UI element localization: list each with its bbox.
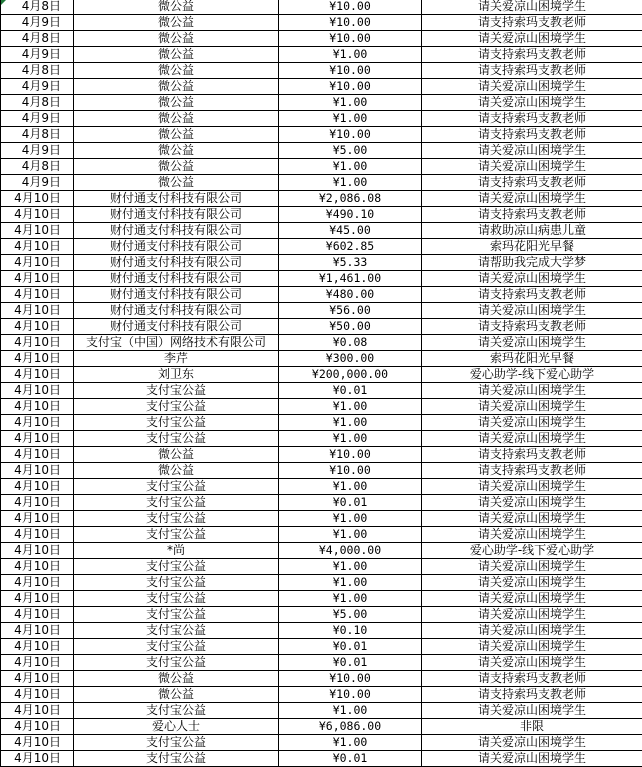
donor-cell[interactable]: 微公益 <box>74 143 279 159</box>
donor-cell[interactable]: 微公益 <box>74 31 279 47</box>
table-row <box>1 735 642 751</box>
amount-cell[interactable]: ¥2,086.08 <box>279 191 422 207</box>
donor-cell[interactable]: 微公益 <box>74 0 279 15</box>
date-cell[interactable]: 4月8日 <box>1 127 74 143</box>
date-cell[interactable]: 4月10日 <box>1 399 74 415</box>
table-row <box>1 255 642 271</box>
amount-cell[interactable]: ¥10.00 <box>279 463 422 479</box>
project-cell[interactable]: 请关爱凉山困境学生 <box>422 79 642 95</box>
table-row <box>1 623 642 639</box>
date-cell[interactable]: 4月9日 <box>1 79 74 95</box>
project-cell[interactable]: 请帮助我完成大学梦 <box>422 255 642 271</box>
amount-cell[interactable]: ¥1.00 <box>279 479 422 495</box>
project-cell[interactable]: 请关爱凉山困境学生 <box>422 703 642 719</box>
project-cell[interactable]: 请关爱凉山困境学生 <box>422 143 642 159</box>
table-row <box>1 223 642 239</box>
project-cell[interactable]: 请关爱凉山困境学生 <box>422 415 642 431</box>
table-row <box>1 159 642 175</box>
donor-cell[interactable]: 支付宝公益 <box>74 703 279 719</box>
table-row <box>1 639 642 655</box>
project-cell[interactable]: 请支持索玛支教老师 <box>422 127 642 143</box>
project-cell[interactable]: 请关爱凉山困境学生 <box>422 559 642 575</box>
date-cell[interactable]: 4月10日 <box>1 207 74 223</box>
project-cell[interactable]: 请关爱凉山困境学生 <box>422 271 642 287</box>
donation-table-body <box>1 0 642 767</box>
project-cell[interactable]: 请关爱凉山困境学生 <box>422 495 642 511</box>
amount-cell[interactable]: ¥10.00 <box>279 447 422 463</box>
table-row <box>1 239 642 255</box>
project-cell[interactable]: 请支持索玛支教老师 <box>422 63 642 79</box>
donor-cell[interactable]: 支付宝公益 <box>74 479 279 495</box>
amount-cell[interactable]: ¥56.00 <box>279 303 422 319</box>
date-cell[interactable]: 4月10日 <box>1 223 74 239</box>
project-cell[interactable]: 请支持索玛支教老师 <box>422 287 642 303</box>
amount-cell[interactable]: ¥10.00 <box>279 79 422 95</box>
donor-cell[interactable]: 支付宝公益 <box>74 527 279 543</box>
date-cell[interactable]: 4月9日 <box>1 143 74 159</box>
table-row <box>1 31 642 47</box>
donor-cell[interactable]: 支付宝公益 <box>74 607 279 623</box>
table-row <box>1 479 642 495</box>
amount-cell[interactable]: ¥1.00 <box>279 95 422 111</box>
amount-cell[interactable]: ¥1.00 <box>279 511 422 527</box>
donor-cell[interactable]: 微公益 <box>74 63 279 79</box>
donor-cell[interactable]: 微公益 <box>74 95 279 111</box>
donor-cell[interactable]: 李芹 <box>74 351 279 367</box>
amount-cell[interactable]: ¥10.00 <box>279 31 422 47</box>
table-row <box>1 575 642 591</box>
table-row <box>1 95 642 111</box>
project-cell[interactable]: 请救助凉山病患儿童 <box>422 223 642 239</box>
table-row <box>1 655 642 671</box>
date-cell[interactable]: 4月10日 <box>1 511 74 527</box>
amount-cell[interactable]: ¥0.01 <box>279 751 422 767</box>
amount-cell[interactable]: ¥10.00 <box>279 127 422 143</box>
table-row <box>1 415 642 431</box>
table-row <box>1 143 642 159</box>
amount-cell[interactable]: ¥10.00 <box>279 15 422 31</box>
amount-cell[interactable]: ¥1.00 <box>279 735 422 751</box>
donor-cell[interactable]: 支付宝公益 <box>74 655 279 671</box>
table-row <box>1 431 642 447</box>
amount-cell[interactable]: ¥1.00 <box>279 591 422 607</box>
donor-cell[interactable]: 支付宝公益 <box>74 383 279 399</box>
date-cell[interactable]: 4月9日 <box>1 47 74 63</box>
table-row <box>1 15 642 31</box>
project-cell[interactable]: 请关爱凉山困境学生 <box>422 607 642 623</box>
date-cell[interactable]: 4月10日 <box>1 751 74 767</box>
table-row <box>1 543 642 559</box>
amount-cell[interactable]: ¥1.00 <box>279 159 422 175</box>
table-row <box>1 191 642 207</box>
date-cell[interactable]: 4月10日 <box>1 495 74 511</box>
amount-cell[interactable]: ¥1.00 <box>279 575 422 591</box>
amount-cell[interactable]: ¥200,000.00 <box>279 367 422 383</box>
donor-cell[interactable]: 财付通支付科技有限公司 <box>74 239 279 255</box>
table-row <box>1 175 642 191</box>
donor-cell[interactable]: 微公益 <box>74 671 279 687</box>
amount-cell[interactable]: ¥4,000.00 <box>279 543 422 559</box>
donor-cell[interactable]: 财付通支付科技有限公司 <box>74 255 279 271</box>
donor-cell[interactable]: 支付宝公益 <box>74 575 279 591</box>
donor-cell[interactable]: 支付宝公益 <box>74 431 279 447</box>
date-cell[interactable]: 4月10日 <box>1 383 74 399</box>
amount-cell[interactable]: ¥0.01 <box>279 639 422 655</box>
date-cell[interactable]: 4月10日 <box>1 415 74 431</box>
amount-cell[interactable]: ¥480.00 <box>279 287 422 303</box>
project-cell[interactable]: 请关爱凉山困境学生 <box>422 527 642 543</box>
table-row <box>1 511 642 527</box>
donor-cell[interactable]: 微公益 <box>74 687 279 703</box>
amount-cell[interactable]: ¥1.00 <box>279 415 422 431</box>
donor-cell[interactable]: 微公益 <box>74 159 279 175</box>
project-cell[interactable]: 请支持索玛支教老师 <box>422 111 642 127</box>
donor-cell[interactable]: 支付宝公益 <box>74 559 279 575</box>
project-cell[interactable]: 请关爱凉山困境学生 <box>422 431 642 447</box>
date-cell[interactable]: 4月8日 <box>1 95 74 111</box>
table-row <box>1 703 642 719</box>
date-cell[interactable]: 4月10日 <box>1 703 74 719</box>
date-cell[interactable]: 4月10日 <box>1 543 74 559</box>
table-row <box>1 463 642 479</box>
amount-cell[interactable]: ¥602.85 <box>279 239 422 255</box>
table-row <box>1 399 642 415</box>
donor-cell[interactable]: 财付通支付科技有限公司 <box>74 191 279 207</box>
project-cell[interactable]: 请支持索玛支教老师 <box>422 671 642 687</box>
date-cell[interactable]: 4月10日 <box>1 687 74 703</box>
project-cell[interactable]: 请关爱凉山困境学生 <box>422 511 642 527</box>
table-row <box>1 719 642 735</box>
amount-cell[interactable]: ¥5.00 <box>279 143 422 159</box>
date-cell[interactable]: 4月10日 <box>1 463 74 479</box>
date-cell[interactable]: 4月10日 <box>1 191 74 207</box>
amount-cell[interactable]: ¥50.00 <box>279 319 422 335</box>
project-cell[interactable]: 请支持索玛支教老师 <box>422 447 642 463</box>
table-row <box>1 751 642 767</box>
amount-cell[interactable]: ¥1.00 <box>279 47 422 63</box>
amount-cell[interactable]: ¥45.00 <box>279 223 422 239</box>
date-cell[interactable]: 4月10日 <box>1 447 74 463</box>
project-cell[interactable]: 请关爱凉山困境学生 <box>422 399 642 415</box>
project-cell[interactable]: 请关爱凉山困境学生 <box>422 31 642 47</box>
date-cell[interactable]: 4月9日 <box>1 175 74 191</box>
donor-cell[interactable]: 微公益 <box>74 447 279 463</box>
donor-cell[interactable]: 微公益 <box>74 127 279 143</box>
date-cell[interactable]: 4月9日 <box>1 111 74 127</box>
date-cell[interactable]: 4月8日 <box>1 0 74 15</box>
amount-cell[interactable]: ¥0.08 <box>279 335 422 351</box>
donor-cell[interactable]: 财付通支付科技有限公司 <box>74 271 279 287</box>
table-row <box>1 383 642 399</box>
date-cell[interactable]: 4月8日 <box>1 63 74 79</box>
amount-cell[interactable]: ¥1,461.00 <box>279 271 422 287</box>
table-row <box>1 127 642 143</box>
project-cell[interactable]: 请关爱凉山困境学生 <box>422 735 642 751</box>
table-row <box>1 111 642 127</box>
project-cell[interactable]: 请关爱凉山困境学生 <box>422 383 642 399</box>
project-cell[interactable]: 非限 <box>422 719 642 735</box>
date-cell[interactable]: 4月10日 <box>1 335 74 351</box>
donor-cell[interactable]: 微公益 <box>74 175 279 191</box>
table-row <box>1 319 642 335</box>
amount-cell[interactable]: ¥0.10 <box>279 623 422 639</box>
table-row <box>1 447 642 463</box>
amount-cell[interactable]: ¥10.00 <box>279 671 422 687</box>
project-cell[interactable]: 请关爱凉山困境学生 <box>422 591 642 607</box>
table-row <box>1 607 642 623</box>
table-row <box>1 687 642 703</box>
date-cell[interactable]: 4月10日 <box>1 655 74 671</box>
amount-cell[interactable]: ¥0.01 <box>279 495 422 511</box>
project-cell[interactable]: 索玛花阳光早餐 <box>422 351 642 367</box>
amount-cell[interactable]: ¥10.00 <box>279 63 422 79</box>
table-row <box>1 351 642 367</box>
project-cell[interactable]: 请关爱凉山困境学生 <box>422 191 642 207</box>
project-cell[interactable]: 爱心助学-线下爱心助学 <box>422 367 642 383</box>
project-cell[interactable]: 请关爱凉山困境学生 <box>422 479 642 495</box>
date-cell[interactable]: 4月10日 <box>1 527 74 543</box>
table-row <box>1 367 642 383</box>
date-cell[interactable]: 4月10日 <box>1 607 74 623</box>
donor-cell[interactable]: 支付宝公益 <box>74 399 279 415</box>
date-cell[interactable]: 4月10日 <box>1 367 74 383</box>
date-cell[interactable]: 4月10日 <box>1 271 74 287</box>
date-cell[interactable]: 4月10日 <box>1 303 74 319</box>
donor-cell[interactable]: 支付宝公益 <box>74 591 279 607</box>
amount-cell[interactable]: ¥5.33 <box>279 255 422 271</box>
table-row <box>1 47 642 63</box>
amount-cell[interactable]: ¥5.00 <box>279 607 422 623</box>
date-cell[interactable]: 4月10日 <box>1 639 74 655</box>
amount-cell[interactable]: ¥1.00 <box>279 399 422 415</box>
date-cell[interactable]: 4月10日 <box>1 239 74 255</box>
donor-cell[interactable]: 微公益 <box>74 111 279 127</box>
project-cell[interactable]: 请支持索玛支教老师 <box>422 15 642 31</box>
donor-cell[interactable]: *尚 <box>74 543 279 559</box>
amount-cell[interactable]: ¥1.00 <box>279 559 422 575</box>
amount-cell[interactable]: ¥10.00 <box>279 0 422 15</box>
project-cell[interactable]: 请关爱凉山困境学生 <box>422 159 642 175</box>
table-row <box>1 591 642 607</box>
project-cell[interactable]: 索玛花阳光早餐 <box>422 239 642 255</box>
date-cell[interactable]: 4月10日 <box>1 735 74 751</box>
project-cell[interactable]: 请关爱凉山困境学生 <box>422 0 642 15</box>
donor-cell[interactable]: 刘卫东 <box>74 367 279 383</box>
date-cell[interactable]: 4月10日 <box>1 431 74 447</box>
amount-cell[interactable]: ¥1.00 <box>279 431 422 447</box>
donor-cell[interactable]: 财付通支付科技有限公司 <box>74 319 279 335</box>
project-cell[interactable]: 请关爱凉山困境学生 <box>422 95 642 111</box>
table-row <box>1 63 642 79</box>
date-cell[interactable]: 4月10日 <box>1 671 74 687</box>
table-row <box>1 207 642 223</box>
donor-cell[interactable]: 财付通支付科技有限公司 <box>74 223 279 239</box>
table-row <box>1 495 642 511</box>
project-cell[interactable]: 请支持索玛支教老师 <box>422 207 642 223</box>
donor-cell[interactable]: 财付通支付科技有限公司 <box>74 287 279 303</box>
amount-cell[interactable]: ¥6,086.00 <box>279 719 422 735</box>
date-cell[interactable]: 4月10日 <box>1 319 74 335</box>
donor-cell[interactable]: 支付宝公益 <box>74 751 279 767</box>
project-cell[interactable]: 请关爱凉山困境学生 <box>422 303 642 319</box>
donor-cell[interactable]: 支付宝公益 <box>74 495 279 511</box>
table-row <box>1 287 642 303</box>
table-row <box>1 559 642 575</box>
table-row <box>1 0 642 15</box>
project-cell[interactable]: 请支持索玛支教老师 <box>422 463 642 479</box>
project-cell[interactable]: 请支持索玛支教老师 <box>422 175 642 191</box>
table-row <box>1 303 642 319</box>
donor-cell[interactable]: 支付宝（中国）网络技术有限公司 <box>74 335 279 351</box>
donor-cell[interactable]: 支付宝公益 <box>74 415 279 431</box>
table-row <box>1 271 642 287</box>
table-row <box>1 527 642 543</box>
project-cell[interactable]: 请关爱凉山困境学生 <box>422 335 642 351</box>
donor-cell[interactable]: 微公益 <box>74 15 279 31</box>
amount-cell[interactable]: ¥0.01 <box>279 655 422 671</box>
donor-cell[interactable]: 爱心人士 <box>74 719 279 735</box>
date-cell[interactable]: 4月10日 <box>1 479 74 495</box>
project-cell[interactable]: 请关爱凉山困境学生 <box>422 655 642 671</box>
project-cell[interactable]: 爱心助学-线下爱心助学 <box>422 543 642 559</box>
donor-cell[interactable]: 微公益 <box>74 79 279 95</box>
amount-cell[interactable]: ¥1.00 <box>279 703 422 719</box>
date-cell[interactable]: 4月10日 <box>1 591 74 607</box>
donor-cell[interactable]: 支付宝公益 <box>74 511 279 527</box>
project-cell[interactable]: 请支持索玛支教老师 <box>422 319 642 335</box>
amount-cell[interactable]: ¥1.00 <box>279 527 422 543</box>
project-cell[interactable]: 请关爱凉山困境学生 <box>422 751 642 767</box>
donor-cell[interactable]: 财付通支付科技有限公司 <box>74 303 279 319</box>
date-cell[interactable]: 4月10日 <box>1 559 74 575</box>
donor-cell[interactable]: 财付通支付科技有限公司 <box>74 207 279 223</box>
date-cell[interactable]: 4月8日 <box>1 159 74 175</box>
amount-cell[interactable]: ¥1.00 <box>279 175 422 191</box>
donor-cell[interactable]: 微公益 <box>74 463 279 479</box>
donor-cell[interactable]: 支付宝公益 <box>74 623 279 639</box>
donor-cell[interactable]: 微公益 <box>74 47 279 63</box>
date-cell[interactable]: 4月10日 <box>1 255 74 271</box>
date-cell[interactable]: 4月10日 <box>1 287 74 303</box>
date-cell[interactable]: 4月8日 <box>1 31 74 47</box>
table-row <box>1 671 642 687</box>
donor-cell[interactable]: 支付宝公益 <box>74 639 279 655</box>
amount-cell[interactable]: ¥490.10 <box>279 207 422 223</box>
project-cell[interactable]: 请关爱凉山困境学生 <box>422 639 642 655</box>
project-cell[interactable]: 请支持索玛支教老师 <box>422 687 642 703</box>
table-row <box>1 79 642 95</box>
amount-cell[interactable]: ¥10.00 <box>279 687 422 703</box>
project-cell[interactable]: 请关爱凉山困境学生 <box>422 575 642 591</box>
date-cell[interactable]: 4月10日 <box>1 575 74 591</box>
amount-cell[interactable]: ¥0.01 <box>279 383 422 399</box>
table-row <box>1 335 642 351</box>
project-cell[interactable]: 请关爱凉山困境学生 <box>422 623 642 639</box>
donor-cell[interactable]: 支付宝公益 <box>74 735 279 751</box>
date-cell[interactable]: 4月10日 <box>1 719 74 735</box>
amount-cell[interactable]: ¥1.00 <box>279 111 422 127</box>
date-cell[interactable]: 4月10日 <box>1 351 74 367</box>
project-cell[interactable]: 请支持索玛支教老师 <box>422 47 642 63</box>
date-cell[interactable]: 4月9日 <box>1 15 74 31</box>
amount-cell[interactable]: ¥300.00 <box>279 351 422 367</box>
date-cell[interactable]: 4月10日 <box>1 623 74 639</box>
